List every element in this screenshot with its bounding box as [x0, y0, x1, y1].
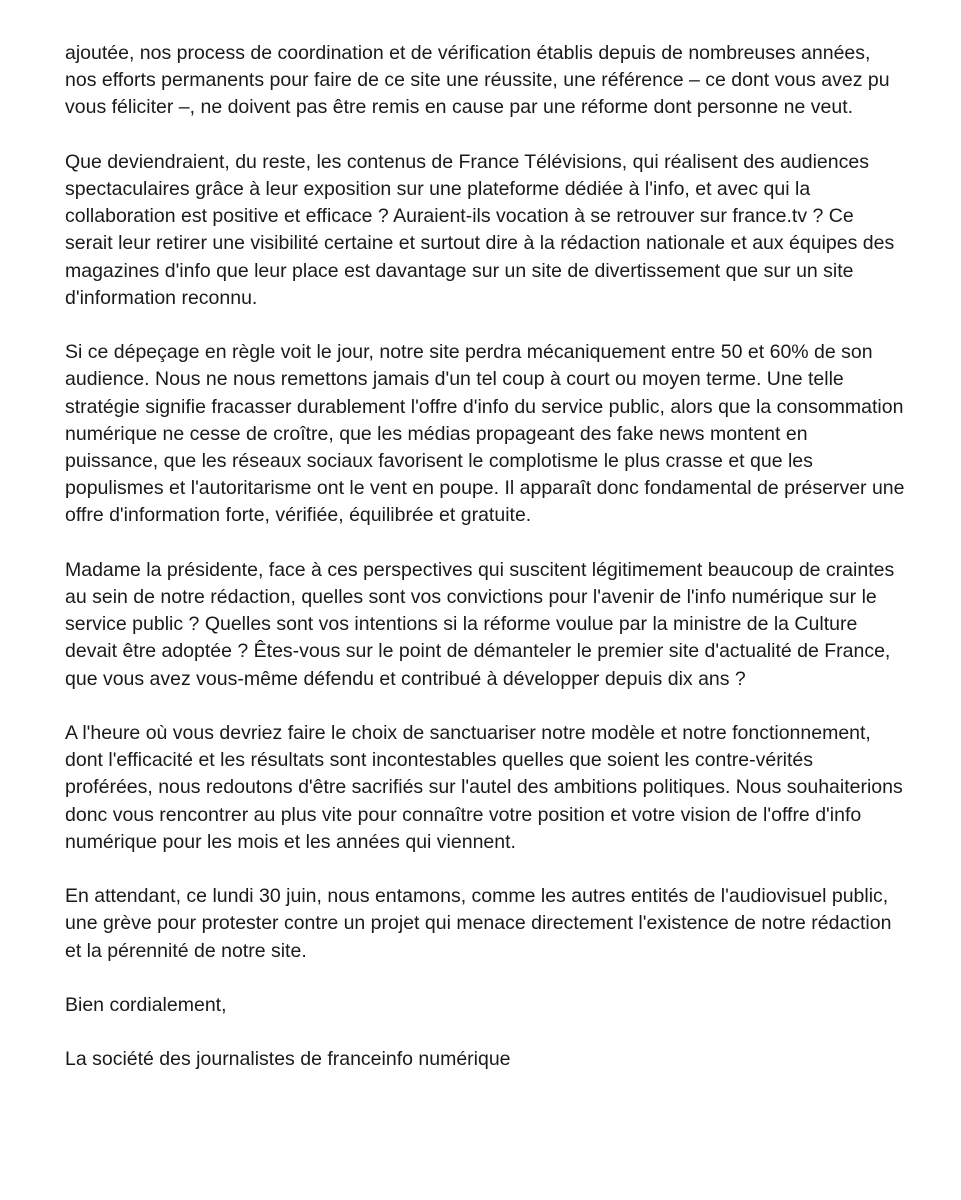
paragraph-meeting-request: A l'heure où vous devriez faire le choix de sanctuariser notre modèle et notre fonctionnement, dont l'efficacité et les résultats sont incontestables quelles que soient les contre-vérités proférées, nous redoutons d'être sacrifiés sur l'autel des ambitions politiques. Nous souhaiterions donc vous rencontrer au plus vite pour connaître votre position et votre vision de l'offre d'info numérique pour les mois et les années qui viennent. — [65, 722, 903, 853]
closing-line: Bien cordialement, — [65, 994, 227, 1017]
signature-line: La société des journalistes de franceinfo numérique — [65, 1048, 511, 1071]
paragraph-france-televisions-content: Que deviendraient, du reste, les contenus de France Télévisions, qui réalisent des audiences spectaculaires grâce à leur exposition sur une plateforme dédiée à l'info, et avec qui la collaboration est positive et efficace ? Auraient-ils vocation à se retrouver sur france.tv ? Ce serait leur retirer une visibilité certaine et surtout dire à la rédaction nationale et aux équipes des magazines d'info que leur place est davantage sur un site de divertissement que sur un site d'information reconnu. — [65, 150, 895, 309]
letter-body — [65, 40, 905, 1074]
paragraph-strike-announcement: En attendant, ce lundi 30 juin, nous entamons, comme les autres entités de l'audiovisuel public, une grève pour protester contre un projet qui menace directement l'existence de notre rédaction et la pérennité de notre site. — [65, 885, 892, 962]
paragraph-audience-loss: Si ce dépeçage en règle voit le jour, notre site perdra mécaniquement entre 50 et 60% de son audience. Nous ne nous remettons jamais d'un tel coup à court ou moyen terme. Une telle stratégie signifie fracasser durablement l'offre d'info du service public, alors que la consommation numérique ne cesse de croître, que les médias propageant des fake news montent en puissance, que les réseaux sociaux favorisent le complotisme le plus crasse et que les populismes et l'autoritarisme ont le vent en poupe. Il apparaît donc fondamental de préserver une offre d'information forte, vérifiée, équilibrée et gratuite. — [65, 341, 905, 527]
paragraph-questions-to-president: Madame la présidente, face à ces perspectives qui suscitent légitimement beaucoup de craintes au sein de notre rédaction, quelles sont vos convictions pour l'avenir de l'info numérique sur le service public ? Quelles sont vos intentions si la réforme voulue par la ministre de la Culture devait être adoptée ? Êtes-vous sur le point de démanteler le premier site d'actualité de France, que vous avez vous-même défendu et contribué à développer depuis dix ans ? — [65, 558, 895, 690]
paragraph-reform-defense: ajoutée, nos process de coordination et de vérification établis depuis de nombreuses années, nos efforts permanents pour faire de ce site une réussite, une référence – ce dont vous avez pu vous féliciter –, ne doivent pas être remis en cause par une réforme dont personne ne veut. — [65, 42, 890, 119]
